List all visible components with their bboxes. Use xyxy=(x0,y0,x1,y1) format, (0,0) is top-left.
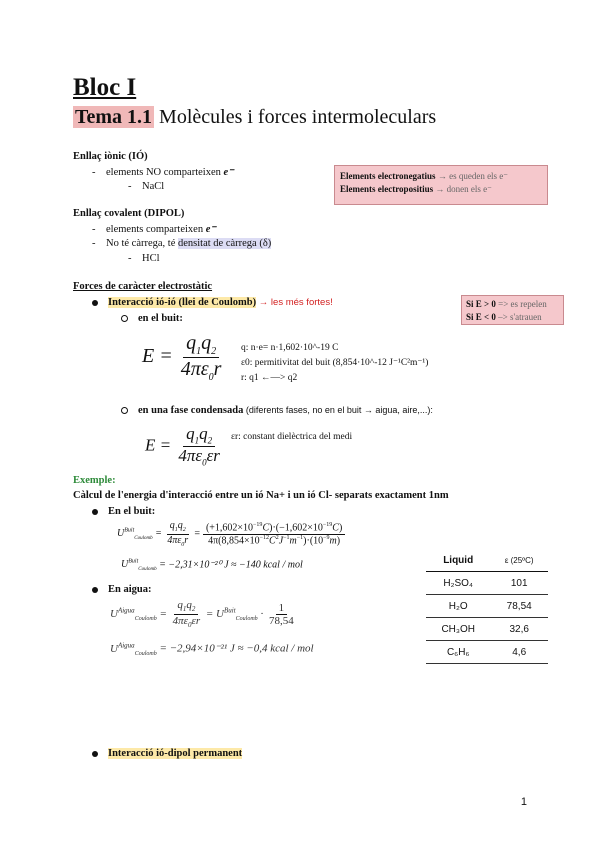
tema-name: Molècules i forces intermoleculars xyxy=(159,106,437,128)
r-definition: r: q1 ←—> q2 xyxy=(241,373,298,383)
charge-density-highlight: densitat de càrrega (δ) xyxy=(178,238,272,249)
nacl-label: NaCl xyxy=(142,181,165,192)
electropos-label: Elements electropositius xyxy=(340,184,434,194)
covalent-item2-text: No té càrrega, té xyxy=(106,238,178,249)
table-header-epsilon: ε (25ºC) xyxy=(490,549,548,572)
table-cell-value: 4,6 xyxy=(490,641,548,664)
example-aigua-bullet xyxy=(92,584,151,595)
ioio-label: Interacció ió-ió (llei de Coulomb) xyxy=(108,297,257,308)
buit-label: en el buit: xyxy=(138,313,183,324)
medium-equation: E = $\frac{q_1q_2}{4\pi\varepsilon_0\varepsilon r}$ xyxy=(145,424,220,468)
table-row xyxy=(426,618,548,641)
bullet-icon xyxy=(92,751,98,757)
coulomb-definitions xyxy=(241,341,428,386)
circle-bullet-icon xyxy=(121,407,128,414)
water-result-value: = −2,94×10⁻²¹ J ≈ −0,4 kcal / mol xyxy=(159,642,314,655)
condensada-text: (diferents fases, no en el buit → aigua, aire,...): xyxy=(243,405,433,415)
er-definition: εr: constant dielèctrica del medi xyxy=(231,432,353,442)
ionic-item: - elements NO comparteixen e⁻ xyxy=(92,167,234,178)
electro-box xyxy=(334,165,548,205)
dielectric-table xyxy=(426,549,548,664)
example-statement: Càlcul de l'energia d'interacció entre un ió Na+ i un ió Cl- separats exactament 1nm xyxy=(73,490,449,501)
epsilon0-definition: ε0: permitivitat del buit (8,854·10^-12 J⁻¹C²m⁻¹) xyxy=(241,358,429,368)
table-cell-value: 101 xyxy=(490,572,548,595)
buit-subbullet xyxy=(121,313,183,324)
electropos-text: → donen els e⁻ xyxy=(433,184,492,194)
sign-box xyxy=(461,295,564,325)
bullet-icon xyxy=(92,587,98,593)
table-cell-name: H₂SO₄ xyxy=(426,572,490,595)
covalent-item-1: - elements comparteixen e⁻ xyxy=(92,224,216,235)
water-calc-equation: $U^{Aigua}_{Coulomb}$ = $\frac{q_1q_2}{4\pi\varepsilon_0\varepsilon r}$ = $U^{Buit}_{Coulomb}$ · $\frac{1}{78,54}$ xyxy=(110,599,297,630)
hcl-label: HCl xyxy=(142,253,160,264)
table-row xyxy=(426,641,548,664)
vacuum-result: $U^{Buit}_{Coulomb} = -2,31\times 10^{-20}$ J ≈ −140 kcal / mol xyxy=(121,559,303,573)
positive-label: Si E > 0 xyxy=(466,299,496,309)
electroneg-text: → es queden els e⁻ xyxy=(435,171,509,181)
strongest-note: → les més fortes! xyxy=(256,297,333,308)
ioio-bullet xyxy=(92,297,333,308)
condensada-subbullet xyxy=(121,405,433,416)
table-cell-value: 78,54 xyxy=(490,595,548,618)
page-number: 1 xyxy=(520,796,527,808)
iondipole-bullet xyxy=(92,748,242,759)
repel-text: => es repelen xyxy=(495,299,547,309)
coulomb-equation: E = $\frac{q_1q_2}{4\pi\varepsilon_0r}$ xyxy=(142,332,222,383)
vacuum-calc-equation: $U^{Buit}_{Coulomb}$ = $\frac{q_1q_2}{4\pi\varepsilon_0r}$ = $\frac{(+1,602\times 10^{-19}C)\cdot(-1,602\times 10^{-19}C)}{4\pi(8,854\times 10^{-12}C^2J^{-1}m^{-1})\cdot(10^{-9}m)}$ xyxy=(117,520,345,548)
covalent-heading: Enllaç covalent (DIPOL) xyxy=(73,208,185,219)
example-aigua-label: En aigua: xyxy=(108,584,152,595)
q-definition: q: n·e= n·1,602·10^-19 C xyxy=(241,343,339,353)
vacuum-result-value: = −2,31×10⁻²⁰ J ≈ −140 kcal / mol xyxy=(159,559,303,571)
electron-symbol: e⁻ xyxy=(205,224,216,235)
covalent-subitem: - HCl xyxy=(128,253,160,264)
table-row xyxy=(426,595,548,618)
bullet-icon xyxy=(92,509,98,515)
table-header-liquid: Liquid xyxy=(426,549,490,572)
water-denominator: 78,54 xyxy=(268,614,294,627)
example-heading: Exemple: xyxy=(73,475,116,486)
circle-bullet-icon xyxy=(121,315,128,322)
tema-number: Tema 1.1 xyxy=(75,106,153,128)
iondipole-label: Interacció ió-dipol permanent xyxy=(108,748,243,759)
electron-symbol: e⁻ xyxy=(223,167,234,178)
table-cell-name: H₂O xyxy=(426,595,490,618)
example-buit-bullet xyxy=(92,506,155,517)
water-result: $U^{Aigua}_{Coulomb} = -2,94\times 10^{-21}$ J ≈ −0,4 kcal / mol xyxy=(110,641,314,657)
table-row xyxy=(426,572,548,595)
table-cell-name: C₆H₆ xyxy=(426,641,490,664)
example-buit-label: En el buit: xyxy=(108,506,156,517)
covalent-item-text: elements comparteixen xyxy=(106,224,204,235)
bloc-title: Bloc I xyxy=(73,74,137,101)
bullet-icon xyxy=(92,300,98,306)
condensada-label: en una fase condensada xyxy=(138,405,244,416)
ionic-heading: Enllaç iònic (IÓ) xyxy=(73,151,148,162)
tema-title xyxy=(73,106,436,129)
table-cell-name: CH₃OH xyxy=(426,618,490,641)
electroneg-label: Elements electronegatius xyxy=(340,171,436,181)
covalent-item-2: - No té càrrega, té densitat de càrrega (δ) xyxy=(92,238,272,249)
table-cell-value: 32,6 xyxy=(490,618,548,641)
table-header-row xyxy=(426,549,548,572)
attract-text: –> s'atrauen xyxy=(495,312,542,322)
forces-heading: Forces de caràcter electrostàtic xyxy=(73,281,213,292)
ionic-subitem: - NaCl xyxy=(128,181,165,192)
negative-label: Si E < 0 xyxy=(466,312,496,322)
ionic-item-text: elements NO comparteixen xyxy=(106,167,221,178)
